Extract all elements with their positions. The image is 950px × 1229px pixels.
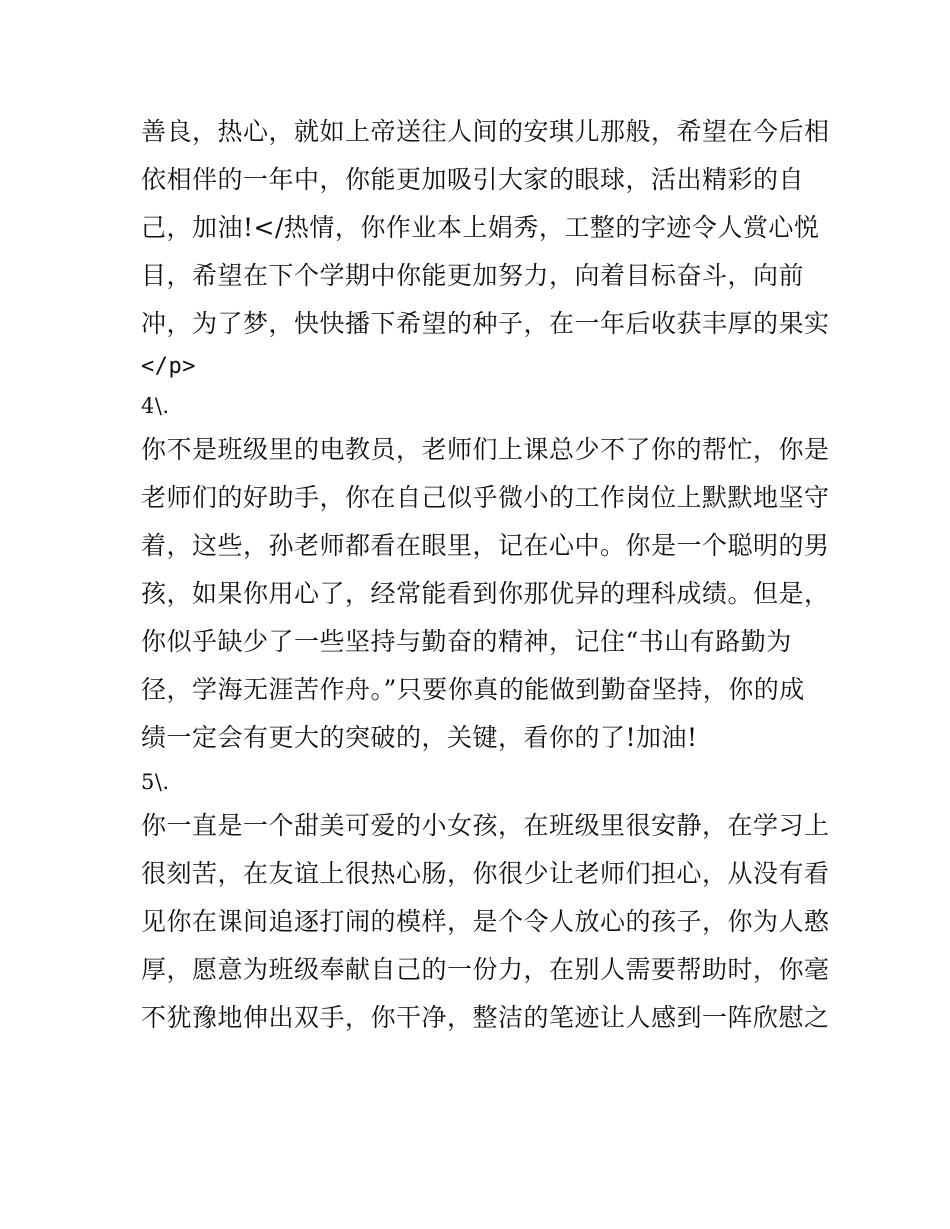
text-line: 不犹豫地伸出双手，你干净，整洁的笔迹让人感到一阵欣慰之: [141, 1003, 830, 1032]
text-line: 绩一定会有更大的突破的，关键，看你的了!加油!: [141, 723, 698, 752]
text-line: 目，希望在下个学期中你能更加努力，向着目标奋斗，向前: [141, 261, 805, 290]
text-line: 你似乎缺少了一些坚持与勤奋的精神，记住“书山有路勤为: [141, 627, 792, 656]
text-line: 依相伴的一年中，你能更加吸引大家的眼球，活出精彩的自: [141, 165, 805, 194]
text-line: 冲，为了梦，快快播下希望的种子，在一年后收获丰厚的果实: [141, 309, 830, 338]
text-line: 老师们的好助手，你在自己似乎微小的工作岗位上默默地坚守: [141, 483, 830, 512]
text-line: 你不是班级里的电教员，老师们上课总少不了你的帮忙，你是: [141, 435, 830, 464]
text-line: 很刻苦，在友谊上很热心肠，你很少让老师们担心，从没有看: [141, 859, 830, 888]
text-line: 你一直是一个甜美可爱的小女孩，在班级里很安静，在学习上: [141, 811, 830, 840]
text-line: 厚，愿意为班级奉献自己的一份力，在别人需要帮助时，你毫: [141, 955, 830, 984]
text-line: 孩，如果你用心了，经常能看到你那优异的理科成绩。但是，: [141, 579, 830, 608]
text-line: 着，这些，孙老师都看在眼里，记在心中。你是一个聪明的男: [141, 531, 830, 560]
text-line: 善良，热心，就如上帝送往人间的安琪儿那般，希望在今后相: [141, 117, 830, 146]
text-line: 见你在课间追逐打闹的模样，是个令人放心的孩子，你为人憨: [141, 907, 830, 936]
section-number-5: 5\.: [141, 770, 170, 794]
document-body: [141, 108, 830, 1042]
section-number-4: 4\.: [141, 394, 170, 418]
text-line: 己，加油!</热情，你作业本上娟秀，工整的字迹令人赏心悦: [141, 213, 820, 242]
closing-tag-line: </p>: [141, 354, 196, 379]
text-line: 径，学海无涯苦作舟。”只要你真的能做到勤奋坚持，你的成: [141, 675, 805, 704]
